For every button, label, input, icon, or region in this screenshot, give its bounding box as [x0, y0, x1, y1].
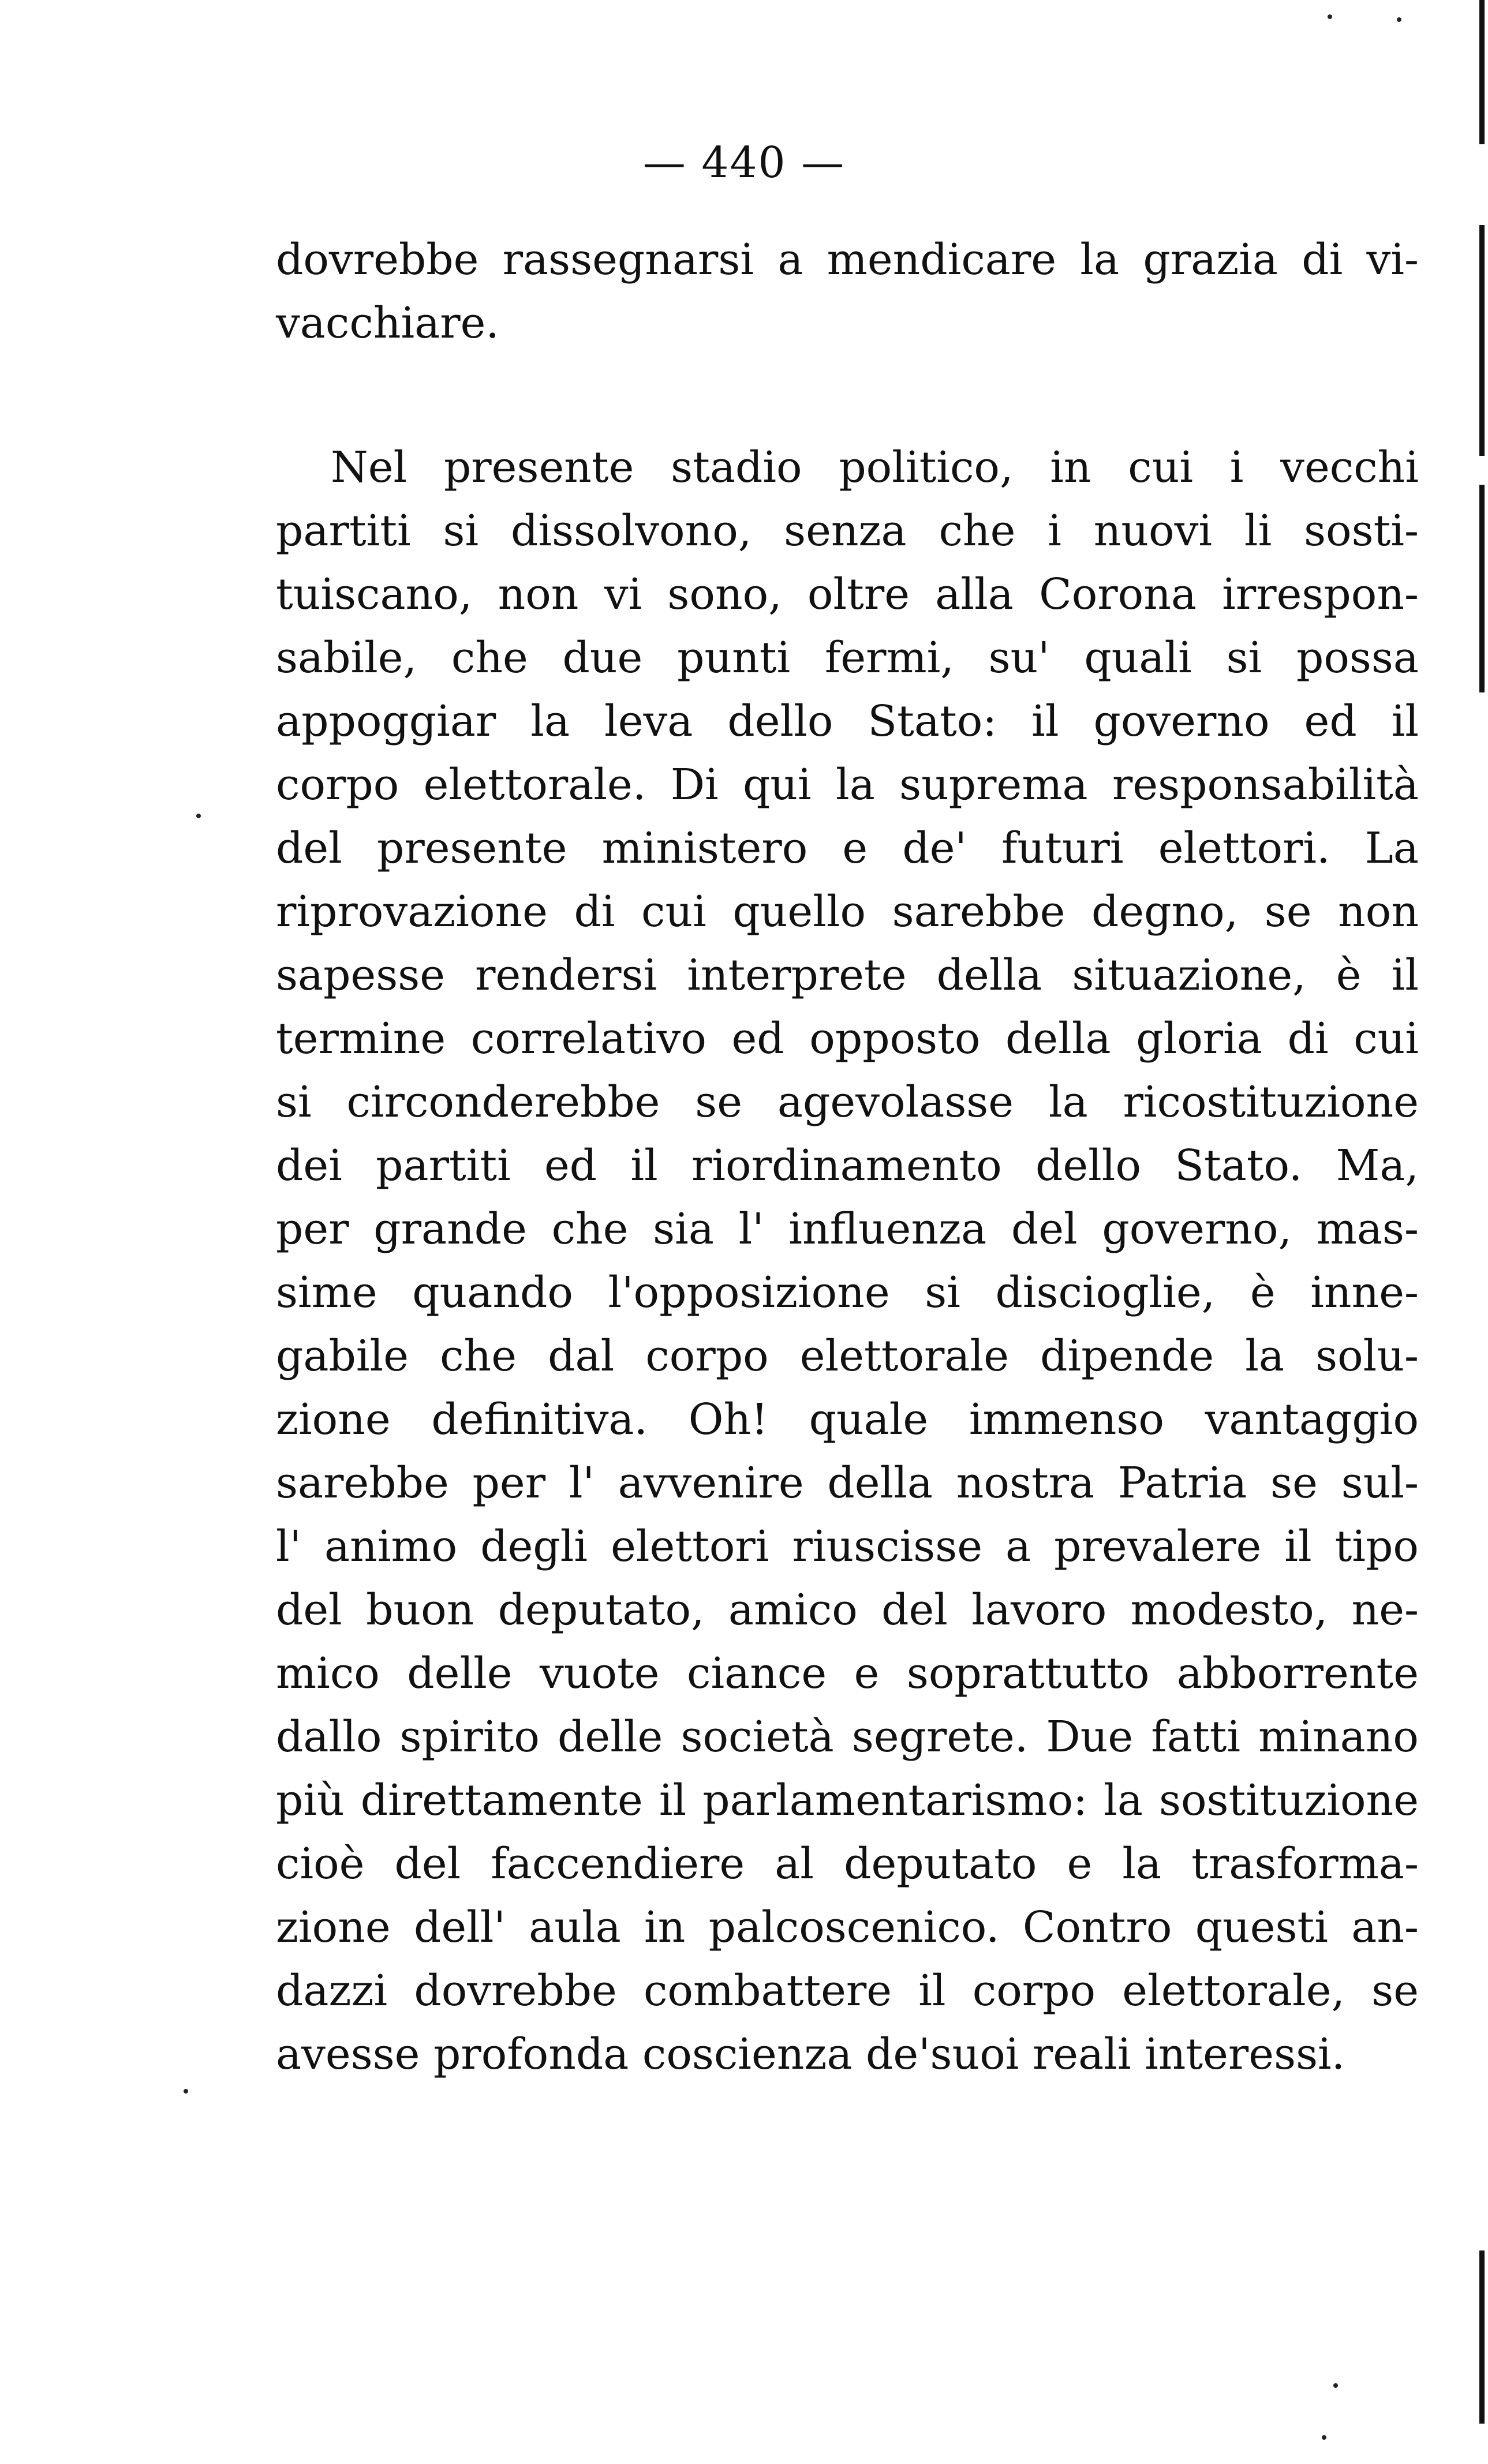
text-line: l' animo degli elettori riuscisse a prevalere il tipo: [276, 1522, 1419, 1571]
text-line: del presente ministero e de' futuri elettori. La: [276, 823, 1419, 873]
text-line: del buon deputato, amico del lavoro modesto, ne-: [276, 1585, 1419, 1635]
text-line: zione dell' aula in palcoscenico. Contro questi an-: [276, 1903, 1419, 1952]
text-line: avesse profonda coscienza de'suoi reali interessi.: [276, 2029, 1345, 2079]
text-line: partiti si dissolvono, senza che i nuovi li sosti-: [276, 506, 1419, 556]
scan-speck: [1333, 2383, 1338, 2388]
text-line: sime quando l'opposizione si discioglie, è inne-: [276, 1268, 1419, 1317]
scan-edge-artifact: [1479, 0, 1485, 144]
text-line: zione definitiva. Oh! quale immenso vantaggio: [276, 1395, 1419, 1444]
text-line: gabile che dal corpo elettorale dipende la solu-: [276, 1331, 1419, 1381]
scan-speck: [1397, 17, 1401, 22]
paragraph-continued: [276, 228, 1419, 355]
text-line: Nel presente stadio politico, in cui i vecchi: [331, 443, 1419, 492]
text-line: cioè del faccendiere al deputato e la trasforma-: [276, 1839, 1419, 1889]
text-line: appoggiar la leva dello Stato: il governo ed il: [276, 696, 1419, 746]
text-line: per grande che sia l' influenza del governo, mas-: [276, 1204, 1419, 1254]
text-line: si circonderebbe se agevolasse la ricostituzione: [276, 1077, 1419, 1127]
text-line: sabile, che due punti fermi, su' quali si possa: [276, 633, 1419, 683]
paragraph-main: [276, 436, 1419, 2086]
scan-edge-artifact: [1479, 2250, 1485, 2424]
text-line: sarebbe per l' avvenire della nostra Patria se sul-: [276, 1458, 1419, 1508]
text-line: termine correlativo ed opposto della gloria di cui: [276, 1014, 1419, 1064]
text-line: corpo elettorale. Di qui la suprema responsabilità: [276, 760, 1419, 810]
scan-speck: [1328, 14, 1332, 19]
scan-speck: [184, 2089, 188, 2094]
scan-edge-artifact: [1479, 225, 1485, 456]
text-line: dei partiti ed il riordinamento dello Stato. Ma,: [276, 1141, 1419, 1190]
text-line: mico delle vuote ciance e soprattutto abborrente: [276, 1649, 1419, 1698]
scan-speck: [1322, 2435, 1326, 2440]
scan-edge-artifact: [1479, 485, 1485, 692]
text-line: riprovazione di cui quello sarebbe degno, se non: [276, 887, 1419, 937]
page-number: — 440 —: [642, 138, 846, 188]
text-line: tuiscano, non vi sono, oltre alla Corona irrespon-: [276, 570, 1419, 619]
text-line: sapesse rendersi interprete della situazione, è il: [276, 950, 1419, 1000]
text-line: più direttamente il parlamentarismo: la sostituzione: [276, 1776, 1419, 1825]
scan-speck: [196, 814, 201, 818]
text-line: dallo spirito delle società segrete. Due fatti minano: [276, 1712, 1419, 1762]
text-line: dazzi dovrebbe combattere il corpo elettorale, se: [276, 1966, 1419, 2016]
text-line: dovrebbe rassegnarsi a mendicare la grazia di vi-: [276, 235, 1419, 284]
text-line: vacchiare.: [276, 298, 499, 348]
